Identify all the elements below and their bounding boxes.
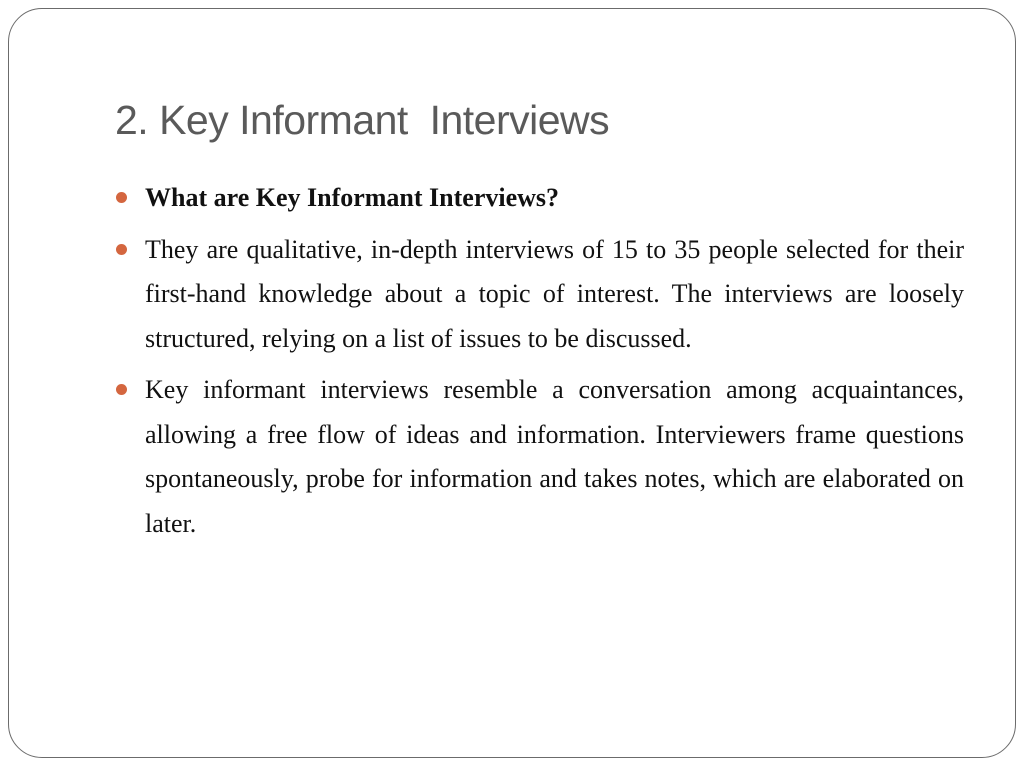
bullet-dot-icon xyxy=(116,192,127,203)
bullet-dot-icon xyxy=(116,384,127,395)
bullet-list xyxy=(116,176,964,553)
bullet-item-question xyxy=(116,176,964,221)
slide-frame xyxy=(8,8,1016,758)
bullet-text: They are qualitative, in-depth interviews of 15 to 35 people selected for their first-hand knowledge about a topic of interest. The interviews are loosely structured, relying on a list of issues to be discussed. xyxy=(145,234,964,353)
bullet-text: Key informant interviews resemble a conversation among acquaintances, allowing a free flow of ideas and information. Interviewers frame questions spontaneously, probe for information and takes notes, which are elaborated on later. xyxy=(145,375,964,538)
bullet-item-description xyxy=(116,368,964,546)
slide-title: 2. Key Informant Interviews xyxy=(115,97,610,143)
bullet-dot-icon xyxy=(116,244,127,255)
bullet-item-definition xyxy=(116,228,964,362)
bullet-text: What are Key Informant Interviews? xyxy=(145,183,560,212)
